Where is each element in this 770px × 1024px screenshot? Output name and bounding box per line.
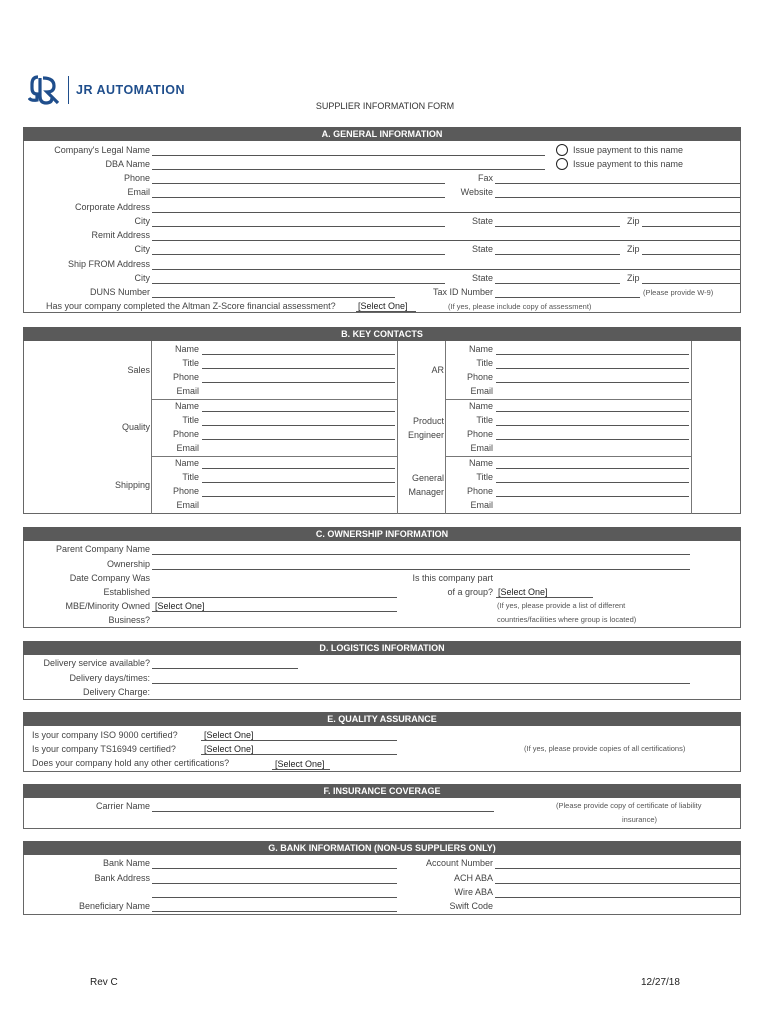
other-cert-question: Does your company hold any other certifications? <box>32 758 230 768</box>
contact-name-label: Name <box>468 401 493 411</box>
contact-email-label: Email <box>470 386 493 396</box>
group-note-2: countries/facilities where group is located) <box>497 615 637 624</box>
contact-title-field[interactable] <box>202 425 395 426</box>
email-label: Email <box>127 187 150 197</box>
manager-label: Manager <box>408 487 444 497</box>
beneficiary-label: Beneficiary Name <box>78 901 150 911</box>
date-established-field[interactable] <box>152 597 397 598</box>
altman-question: Has your company completed the Altman Z-Score financial assessment? <box>46 301 336 311</box>
delivery-days-field[interactable] <box>152 683 690 684</box>
mbe-select-underline <box>152 611 397 612</box>
corp-city-field[interactable] <box>152 226 445 227</box>
parent-company-label: Parent Company Name <box>55 544 150 554</box>
contact-title-field[interactable] <box>496 425 689 426</box>
iso-select-underline <box>201 740 397 741</box>
ship-zip-field[interactable] <box>642 283 740 284</box>
swift-code-label: Swift Code <box>449 901 493 911</box>
ach-aba-label: ACH ABA <box>453 873 493 883</box>
product-engineer-contact-block <box>446 400 691 456</box>
contact-email-label: Email <box>470 500 493 510</box>
corp-city-label: City <box>134 216 150 226</box>
contact-phone-field[interactable] <box>202 439 395 440</box>
contact-phone-field[interactable] <box>496 382 689 383</box>
dba-field[interactable] <box>152 169 545 170</box>
altman-select[interactable]: [Select One] <box>358 301 408 311</box>
ar-contact-block <box>446 343 691 399</box>
contact-phone-label: Phone <box>466 429 493 439</box>
duns-label: DUNS Number <box>89 287 150 297</box>
shipping-contact-block <box>152 457 397 513</box>
date-established-label-2: Established <box>103 587 150 597</box>
contact-title-label: Title <box>476 472 493 482</box>
tax-id-field[interactable] <box>495 297 640 298</box>
contact-phone-label: Phone <box>172 486 199 496</box>
contact-email-label: Email <box>470 443 493 453</box>
delivery-charge-label: Delivery Charge: <box>82 687 150 697</box>
dba-label: DBA Name <box>105 159 150 169</box>
contact-phone-label: Phone <box>172 429 199 439</box>
contact-title-label: Title <box>476 358 493 368</box>
contact-email-label: Email <box>176 386 199 396</box>
contact-name-field[interactable] <box>496 468 689 469</box>
bank-address-field-1[interactable] <box>152 883 397 884</box>
group-select[interactable]: [Select One] <box>498 587 548 597</box>
fax-field[interactable] <box>495 183 740 184</box>
wire-aba-label: Wire ABA <box>454 887 493 897</box>
website-field[interactable] <box>495 197 740 198</box>
contact-name-label: Name <box>174 458 199 468</box>
ach-aba-field[interactable] <box>495 883 740 884</box>
contact-title-field[interactable] <box>496 482 689 483</box>
ship-city-field[interactable] <box>152 283 445 284</box>
corp-zip-field[interactable] <box>642 226 740 227</box>
delivery-service-field[interactable] <box>152 668 298 669</box>
ship-from-field[interactable] <box>152 269 740 270</box>
remit-city-label: City <box>134 244 150 254</box>
altman-select-underline <box>356 311 416 312</box>
legal-name-field[interactable] <box>152 155 545 156</box>
issue-payment-radio-2[interactable] <box>556 158 568 170</box>
b-grid-v4 <box>691 341 692 514</box>
corp-address-field[interactable] <box>152 212 740 213</box>
sales-contact-block <box>152 343 397 399</box>
ship-state-field[interactable] <box>495 283 620 284</box>
contact-title-field[interactable] <box>202 368 395 369</box>
logo-text: JR AUTOMATION <box>76 83 186 97</box>
contact-name-field[interactable] <box>202 468 395 469</box>
form-title: SUPPLIER INFORMATION FORM <box>315 101 455 111</box>
group-select-underline <box>496 597 593 598</box>
contact-email-label: Email <box>176 500 199 510</box>
contact-name-field[interactable] <box>496 354 689 355</box>
delivery-service-label: Delivery service available? <box>43 658 150 668</box>
fax-label: Fax <box>477 173 493 183</box>
contact-name-label: Name <box>174 401 199 411</box>
remit-address-label: Remit Address <box>91 230 150 240</box>
ts-select-underline <box>201 754 397 755</box>
mbe-label-1: MBE/Minority Owned <box>65 601 150 611</box>
remit-state-field[interactable] <box>495 254 620 255</box>
contact-phone-field[interactable] <box>202 382 395 383</box>
section-g-header: G. BANK INFORMATION (NON-US SUPPLIERS ONLY) <box>23 841 741 855</box>
contact-phone-field[interactable] <box>202 496 395 497</box>
group-label-2: of a group? <box>447 587 493 597</box>
contact-phone-field[interactable] <box>496 496 689 497</box>
email-field[interactable] <box>152 197 445 198</box>
section-e-header: E. QUALITY ASSURANCE <box>23 712 741 726</box>
contact-name-field[interactable] <box>496 411 689 412</box>
ownership-label: Ownership <box>106 559 150 569</box>
carrier-name-field[interactable] <box>152 811 494 812</box>
wire-aba-field[interactable] <box>495 897 740 898</box>
phone-field[interactable] <box>152 183 445 184</box>
remit-zip-field[interactable] <box>642 254 740 255</box>
contact-name-field[interactable] <box>202 354 395 355</box>
group-note-1: (If yes, please provide a list of different <box>497 601 626 610</box>
corp-state-field[interactable] <box>495 226 620 227</box>
ship-city-label: City <box>134 273 150 283</box>
tax-id-label: Tax ID Number <box>432 287 493 297</box>
ar-label: AR <box>431 365 444 375</box>
revision-date: 12/27/18 <box>641 977 680 988</box>
remit-state-label: State <box>471 244 493 254</box>
phone-label: Phone <box>123 173 150 183</box>
carrier-name-label: Carrier Name <box>95 801 150 811</box>
bank-address-label: Bank Address <box>94 873 150 883</box>
w9-note: (Please provide W-9) <box>643 288 714 297</box>
insurance-note-1: (Please provide copy of certificate of liability <box>556 801 702 810</box>
issue-payment-label-2: Issue payment to this name <box>573 159 684 169</box>
quality-label: Quality <box>121 422 150 432</box>
general-manager-contact-block <box>446 457 691 513</box>
account-number-label: Account Number <box>425 858 493 868</box>
contact-name-label: Name <box>468 458 493 468</box>
sales-label: Sales <box>127 365 150 375</box>
other-cert-select[interactable]: [Select One] <box>275 759 325 769</box>
contact-title-label: Title <box>476 415 493 425</box>
insurance-note-2: insurance) <box>622 815 658 824</box>
product-label: Product <box>412 416 444 426</box>
section-a-header: A. GENERAL INFORMATION <box>23 127 741 141</box>
quality-contact-block <box>152 400 397 456</box>
revision-label: Rev C <box>90 977 118 988</box>
remit-zip-label: Zip <box>627 244 640 254</box>
parent-company-field[interactable] <box>152 554 690 555</box>
ship-from-label: Ship FROM Address <box>67 259 150 269</box>
contact-title-label: Title <box>182 358 199 368</box>
corp-address-label: Corporate Address <box>74 202 150 212</box>
issue-payment-label-1: Issue payment to this name <box>573 145 684 155</box>
ts-question: Is your company TS16949 certified? <box>32 744 176 754</box>
contact-title-label: Title <box>182 415 199 425</box>
date-established-label-1: Date Company Was <box>69 573 150 583</box>
contact-name-label: Name <box>174 344 199 354</box>
shipping-label: Shipping <box>114 480 150 490</box>
other-cert-select-underline <box>272 769 330 770</box>
iso-question: Is your company ISO 9000 certified? <box>32 730 178 740</box>
section-c-header: C. OWNERSHIP INFORMATION <box>23 527 741 541</box>
cert-note: (If yes, please provide copies of all certifications) <box>524 744 686 753</box>
contact-phone-label: Phone <box>466 372 493 382</box>
engineer-label: Engineer <box>407 430 444 440</box>
website-label: Website <box>460 187 493 197</box>
contact-name-label: Name <box>468 344 493 354</box>
corp-zip-label: Zip <box>627 216 640 226</box>
bank-address-field-2[interactable] <box>152 897 397 898</box>
ship-zip-label: Zip <box>627 273 640 283</box>
account-number-field[interactable] <box>495 868 740 869</box>
contact-phone-field[interactable] <box>496 439 689 440</box>
mbe-select[interactable]: [Select One] <box>155 601 205 611</box>
contact-phone-label: Phone <box>466 486 493 496</box>
logo-divider <box>68 76 69 104</box>
ownership-field[interactable] <box>152 569 690 570</box>
contact-name-field[interactable] <box>202 411 395 412</box>
contact-email-label: Email <box>176 443 199 453</box>
iso-select[interactable]: [Select One] <box>204 730 254 740</box>
issue-payment-radio-1[interactable] <box>556 144 568 156</box>
duns-field[interactable] <box>152 297 395 298</box>
remit-address-field[interactable] <box>152 240 740 241</box>
contact-title-field[interactable] <box>202 482 395 483</box>
mbe-label-2: Business? <box>108 615 150 625</box>
bank-name-field[interactable] <box>152 868 397 869</box>
legal-name-label: Company's Legal Name <box>54 145 150 155</box>
general-label: General <box>411 473 444 483</box>
remit-city-field[interactable] <box>152 254 445 255</box>
section-d-header: D. LOGISTICS INFORMATION <box>23 641 741 655</box>
altman-note: (If yes, please include copy of assessment) <box>448 302 592 311</box>
ship-state-label: State <box>471 273 493 283</box>
section-f-header: F. INSURANCE COVERAGE <box>23 784 741 798</box>
corp-state-label: State <box>471 216 493 226</box>
section-b-header: B. KEY CONTACTS <box>23 327 741 341</box>
contact-phone-label: Phone <box>172 372 199 382</box>
contact-title-field[interactable] <box>496 368 689 369</box>
beneficiary-field[interactable] <box>152 911 397 912</box>
delivery-days-label: Delivery days/times: <box>69 673 150 683</box>
ts-select[interactable]: [Select One] <box>204 744 254 754</box>
group-label-1: Is this company part <box>412 573 493 583</box>
bank-name-label: Bank Name <box>102 858 150 868</box>
contact-title-label: Title <box>182 472 199 482</box>
